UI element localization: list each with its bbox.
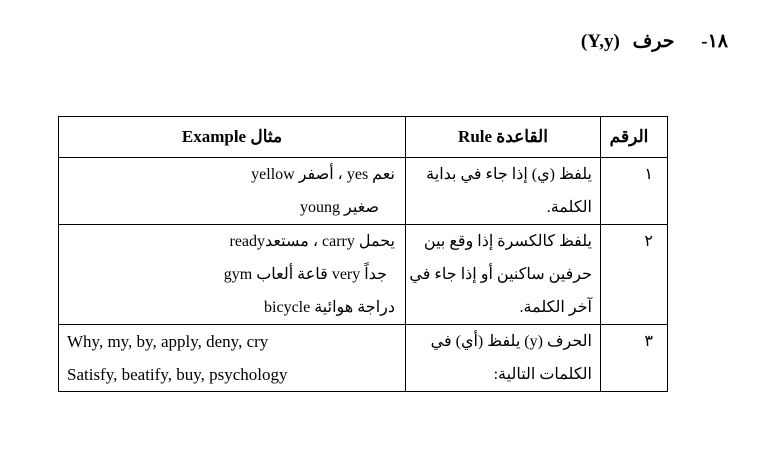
example-line: دراجة هوائية bicycle	[264, 299, 395, 316]
table-header-row	[59, 117, 668, 158]
rule-line: الكلمات التالية:	[493, 366, 592, 383]
example-line: يحمل carry ، مستعدready	[229, 233, 395, 250]
header-rule: القاعدة Rule	[406, 117, 601, 158]
example-line: جداً very قاعة ألعاب gym	[223, 266, 387, 283]
example-cell	[59, 158, 406, 225]
rule-line: حرفين ساكنين أو إذا جاء في	[409, 266, 592, 283]
table-row	[59, 225, 668, 325]
rule-line: يلفظ (ي) إذا جاء في بداية	[426, 166, 592, 183]
rule-line: يلفظ كالكسرة إذا وقع بين	[423, 233, 592, 250]
rules-table	[58, 116, 668, 392]
rule-line: الكلمة.	[546, 199, 592, 216]
section-number: ١٨-	[701, 31, 728, 52]
section-title-letter: (Y,y)	[580, 31, 620, 52]
row-number: ٣	[644, 333, 653, 350]
header-example: مثال Example	[59, 117, 406, 158]
row-number: ٢	[644, 233, 653, 250]
example-cell	[59, 225, 406, 325]
row-number-cell	[601, 325, 668, 392]
example-cell	[59, 325, 406, 392]
example-line: Satisfy, beatify, buy, psychology	[67, 365, 288, 384]
header-number: الرقم	[601, 117, 668, 158]
table-row	[59, 325, 668, 392]
section-heading	[581, 30, 728, 53]
example-line: صغير young	[300, 199, 379, 216]
rule-line: الحرف (y) يلفظ (أي) في	[430, 333, 592, 350]
rule-line: آخر الكلمة.	[519, 299, 592, 316]
row-number-cell	[601, 225, 668, 325]
rule-cell	[406, 225, 601, 325]
rule-cell	[406, 158, 601, 225]
row-number: ١	[644, 166, 653, 183]
table-row	[59, 158, 668, 225]
rule-cell	[406, 325, 601, 392]
row-number-cell	[601, 158, 668, 225]
example-line: نعم yes ، أصفر yellow	[251, 166, 395, 183]
section-title-arabic: حرف	[632, 31, 675, 52]
example-line: Why, my, by, apply, deny, cry	[67, 332, 269, 351]
